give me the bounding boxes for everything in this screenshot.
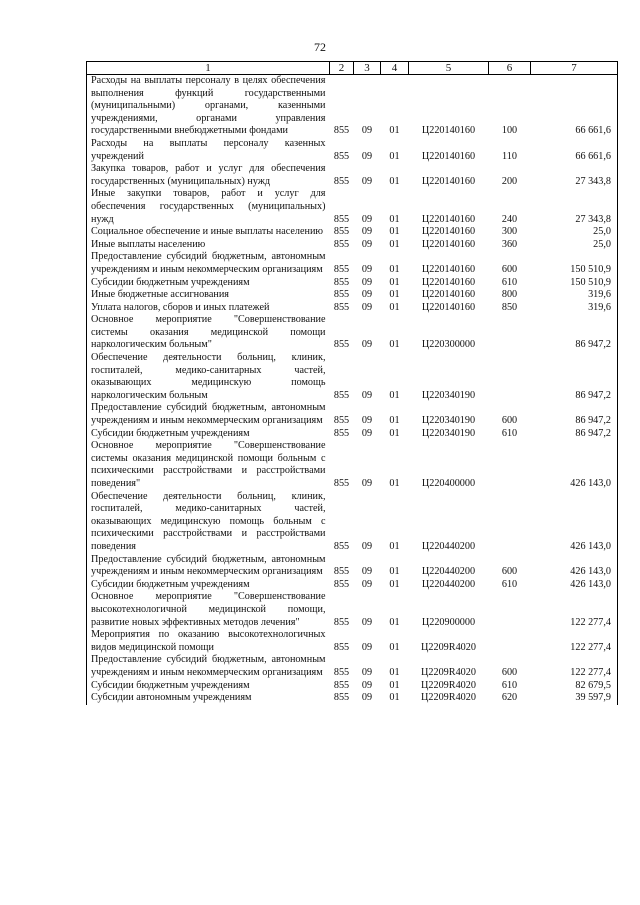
row-rz: 09	[361, 263, 373, 275]
table-row	[87, 591, 618, 629]
row-csr: Ц220140160	[421, 276, 476, 288]
row-sum: 86 947,2	[531, 314, 618, 352]
row-vr: 600	[501, 415, 518, 427]
row-rz: 09	[361, 415, 373, 427]
row-sum: 319,6	[531, 289, 618, 302]
page-number: 72	[314, 40, 326, 54]
row-sum: 122 277,4	[531, 591, 618, 629]
row-vr: 100	[501, 125, 518, 137]
row-sum: 66 661,6	[531, 75, 618, 138]
row-name: Субсидии бюджетным учреждениям	[87, 428, 330, 441]
row-rz: 09	[361, 213, 373, 225]
row-sum: 25,0	[531, 239, 618, 252]
row-ved: 855	[333, 213, 350, 225]
row-vr	[489, 491, 531, 554]
table-row	[87, 352, 618, 402]
header-row	[87, 62, 618, 75]
table-row	[87, 302, 618, 315]
row-rz: 09	[361, 427, 373, 439]
row-vr: 610	[501, 679, 518, 691]
row-pr: 01	[389, 679, 400, 691]
column-header-rz: 3	[354, 62, 381, 75]
row-pr: 01	[389, 540, 400, 552]
table-row	[87, 440, 618, 490]
row-csr: Ц220900000	[421, 616, 476, 628]
row-name: Предоставление субсидий бюджетным, автономным учреждениям и иным некоммерческим организациям	[87, 554, 330, 579]
row-sum: 122 277,4	[531, 654, 618, 679]
row-vr: 200	[501, 175, 518, 187]
row-csr: Ц220340190	[421, 427, 476, 439]
row-ved: 855	[333, 616, 350, 628]
row-csr: Ц220300000	[421, 339, 476, 351]
row-name: Уплата налогов, сборов и иных платежей	[87, 302, 330, 315]
row-name: Основное мероприятие "Совершенствование системы оказания медицинской помощи больным с психическими расстройствами и расстройствами поведения"	[87, 440, 330, 490]
row-ved: 855	[333, 289, 350, 301]
row-pr: 01	[389, 301, 400, 313]
row-name: Субсидии бюджетным учреждениям	[87, 579, 330, 592]
table-row	[87, 251, 618, 276]
row-pr: 01	[389, 616, 400, 628]
row-pr: 01	[389, 666, 400, 678]
table-body	[87, 75, 618, 705]
row-vr	[489, 629, 531, 654]
row-vr	[489, 591, 531, 629]
row-pr: 01	[389, 150, 400, 162]
row-pr: 01	[389, 415, 400, 427]
row-csr: Ц220140160	[421, 125, 476, 137]
row-rz: 09	[361, 150, 373, 162]
row-rz: 09	[361, 175, 373, 187]
row-name: Субсидии бюджетным учреждениям	[87, 680, 330, 693]
row-vr: 600	[501, 566, 518, 578]
row-name: Закупка товаров, работ и услуг для обеспечения государственных (муниципальных) нужд	[87, 163, 330, 188]
row-ved: 855	[333, 339, 350, 351]
row-vr: 600	[501, 263, 518, 275]
row-csr: Ц220440200	[421, 578, 476, 590]
row-pr: 01	[389, 226, 400, 238]
row-rz: 09	[361, 679, 373, 691]
row-name: Обеспечение деятельности больниц, клиник, госпиталей, медико-санитарных частей, оказывающих медицинскую помощь больным с психическими расстройствами и расстройствами поведения	[87, 491, 330, 554]
row-name: Основное мероприятие "Совершенствование системы оказания медицинской помощи наркологическим больным"	[87, 314, 330, 352]
table-row	[87, 277, 618, 290]
row-name: Субсидии бюджетным учреждениям	[87, 277, 330, 290]
table-row	[87, 579, 618, 592]
row-pr: 01	[389, 478, 400, 489]
row-vr: 360	[501, 238, 518, 250]
row-rz: 09	[361, 289, 373, 301]
row-sum: 426 143,0	[531, 491, 618, 554]
row-rz: 09	[361, 540, 373, 552]
row-ved: 855	[333, 578, 350, 590]
row-name: Предоставление субсидий бюджетным, автономным учреждениям и иным некоммерческим организациям	[87, 654, 330, 679]
row-vr	[489, 352, 531, 402]
row-vr: 610	[501, 276, 518, 288]
row-rz: 09	[361, 238, 373, 250]
table-row	[87, 75, 618, 138]
row-rz: 09	[361, 339, 373, 351]
row-csr: Ц220140160	[421, 213, 476, 225]
row-pr: 01	[389, 692, 400, 704]
row-pr: 01	[389, 238, 400, 250]
row-ved: 855	[333, 641, 350, 653]
row-vr: 300	[501, 226, 518, 238]
table-row	[87, 163, 618, 188]
table-row	[87, 314, 618, 352]
row-csr: Ц220340190	[421, 389, 476, 401]
row-rz: 09	[361, 389, 373, 401]
column-header-pr: 4	[381, 62, 409, 75]
row-csr: Ц2209R4020	[421, 692, 476, 704]
row-ved: 855	[333, 238, 350, 250]
row-pr: 01	[389, 276, 400, 288]
row-ved: 855	[333, 692, 350, 704]
row-name: Иные выплаты населению	[87, 239, 330, 252]
row-vr: 610	[501, 427, 518, 439]
table-row	[87, 428, 618, 441]
row-name: Социальное обеспечение и иные выплаты населению	[87, 226, 330, 239]
row-pr: 01	[389, 427, 400, 439]
row-name: Основное мероприятие "Совершенствование высокотехнологичной медицинской помощи, развитие новых эффективных методов лечения"	[87, 591, 330, 629]
row-ved: 855	[333, 301, 350, 313]
budget-table	[86, 61, 618, 705]
row-rz: 09	[361, 125, 373, 137]
row-sum: 25,0	[531, 226, 618, 239]
row-sum: 426 143,0	[531, 440, 618, 490]
table-row	[87, 402, 618, 427]
row-sum: 150 510,9	[531, 251, 618, 276]
row-csr: Ц220140160	[421, 238, 476, 250]
row-pr: 01	[389, 566, 400, 578]
row-name: Иные закупки товаров, работ и услуг для обеспечения государственных (муниципальных) нужд	[87, 188, 330, 226]
row-sum: 426 143,0	[531, 554, 618, 579]
row-sum: 66 661,6	[531, 138, 618, 163]
row-rz: 09	[361, 578, 373, 590]
row-csr: Ц220140160	[421, 226, 476, 238]
table-row	[87, 138, 618, 163]
row-csr: Ц220140160	[421, 175, 476, 187]
table-row	[87, 680, 618, 693]
row-sum: 82 679,5	[531, 680, 618, 693]
row-ved: 855	[333, 478, 350, 489]
row-vr	[489, 314, 531, 352]
row-name: Расходы на выплаты персоналу казенных учреждений	[87, 138, 330, 163]
row-rz: 09	[361, 616, 373, 628]
row-csr: Ц220340190	[421, 415, 476, 427]
row-sum: 39 597,9	[531, 692, 618, 705]
row-pr: 01	[389, 213, 400, 225]
row-ved: 855	[333, 427, 350, 439]
row-rz: 09	[361, 276, 373, 288]
row-sum: 319,6	[531, 302, 618, 315]
row-pr: 01	[389, 175, 400, 187]
row-sum: 86 947,2	[531, 402, 618, 427]
row-csr: Ц220140160	[421, 301, 476, 313]
row-sum: 86 947,2	[531, 352, 618, 402]
row-name: Субсидии автономным учреждениям	[87, 692, 330, 705]
row-rz: 09	[361, 566, 373, 578]
row-rz: 09	[361, 666, 373, 678]
row-name: Обеспечение деятельности больниц, клиник, госпиталей, медико-санитарных частей, оказывающих медицинскую помощь наркологическим больным	[87, 352, 330, 402]
row-ved: 855	[333, 415, 350, 427]
row-vr: 610	[501, 578, 518, 590]
row-pr: 01	[389, 339, 400, 351]
column-header-sum: 7	[531, 62, 618, 75]
table-row	[87, 654, 618, 679]
row-name: Предоставление субсидий бюджетным, автономным учреждениям и иным некоммерческим организациям	[87, 251, 330, 276]
row-csr: Ц220440200	[421, 566, 476, 578]
table-row	[87, 491, 618, 554]
table-row	[87, 226, 618, 239]
row-name: Мероприятия по оказанию высокотехнологичных видов медицинской помощи	[87, 629, 330, 654]
row-ved: 855	[333, 263, 350, 275]
row-sum: 150 510,9	[531, 277, 618, 290]
row-name: Предоставление субсидий бюджетным, автономным учреждениям и иным некоммерческим организациям	[87, 402, 330, 427]
column-header-csr: 5	[409, 62, 489, 75]
row-vr: 110	[502, 150, 517, 162]
row-name: Иные бюджетные ассигнования	[87, 289, 330, 302]
column-header-name: 1	[87, 62, 330, 75]
row-name: Расходы на выплаты персоналу в целях обеспечения выполнения функций государственными (муниципальными) органами, казенными учреждениями, органами управления государственными внебюджетными фондами	[87, 75, 330, 138]
row-ved: 855	[333, 566, 350, 578]
row-ved: 855	[333, 226, 350, 238]
row-rz: 09	[361, 301, 373, 313]
row-csr: Ц220440200	[421, 540, 476, 552]
row-ved: 855	[333, 679, 350, 691]
row-ved: 855	[333, 540, 350, 552]
column-header-ved: 2	[330, 62, 354, 75]
row-rz: 09	[361, 226, 373, 238]
row-ved: 855	[333, 150, 350, 162]
row-vr: 850	[501, 301, 518, 313]
table-row	[87, 554, 618, 579]
row-vr: 620	[501, 692, 518, 704]
table-row	[87, 629, 618, 654]
row-vr	[489, 440, 531, 490]
row-ved: 855	[333, 389, 350, 401]
row-pr: 01	[389, 289, 400, 301]
row-vr: 800	[501, 289, 518, 301]
row-vr: 240	[501, 213, 518, 225]
row-ved: 855	[333, 175, 350, 187]
row-csr: Ц220140160	[421, 150, 476, 162]
table-row	[87, 289, 618, 302]
row-pr: 01	[389, 389, 400, 401]
row-csr: Ц2209R4020	[421, 666, 476, 678]
row-ved: 855	[333, 666, 350, 678]
row-ved: 855	[333, 276, 350, 288]
row-csr: Ц220400000	[421, 478, 476, 489]
row-csr: Ц2209R4020	[421, 679, 476, 691]
row-rz: 09	[361, 478, 373, 489]
table-row	[87, 239, 618, 252]
row-pr: 01	[389, 578, 400, 590]
row-csr: Ц2209R4020	[421, 641, 476, 653]
row-pr: 01	[389, 263, 400, 275]
row-pr: 01	[389, 641, 400, 653]
row-sum: 86 947,2	[531, 428, 618, 441]
row-ved: 855	[333, 125, 350, 137]
row-sum: 426 143,0	[531, 579, 618, 592]
row-csr: Ц220140160	[421, 263, 476, 275]
row-vr: 600	[501, 666, 518, 678]
row-pr: 01	[389, 125, 400, 137]
column-header-vr: 6	[489, 62, 531, 75]
table-row	[87, 188, 618, 226]
row-sum: 122 277,4	[531, 629, 618, 654]
row-sum: 27 343,8	[531, 163, 618, 188]
row-csr: Ц220140160	[421, 289, 476, 301]
row-rz: 09	[361, 641, 373, 653]
table-row	[87, 692, 618, 705]
row-sum: 27 343,8	[531, 188, 618, 226]
row-rz: 09	[361, 692, 373, 704]
